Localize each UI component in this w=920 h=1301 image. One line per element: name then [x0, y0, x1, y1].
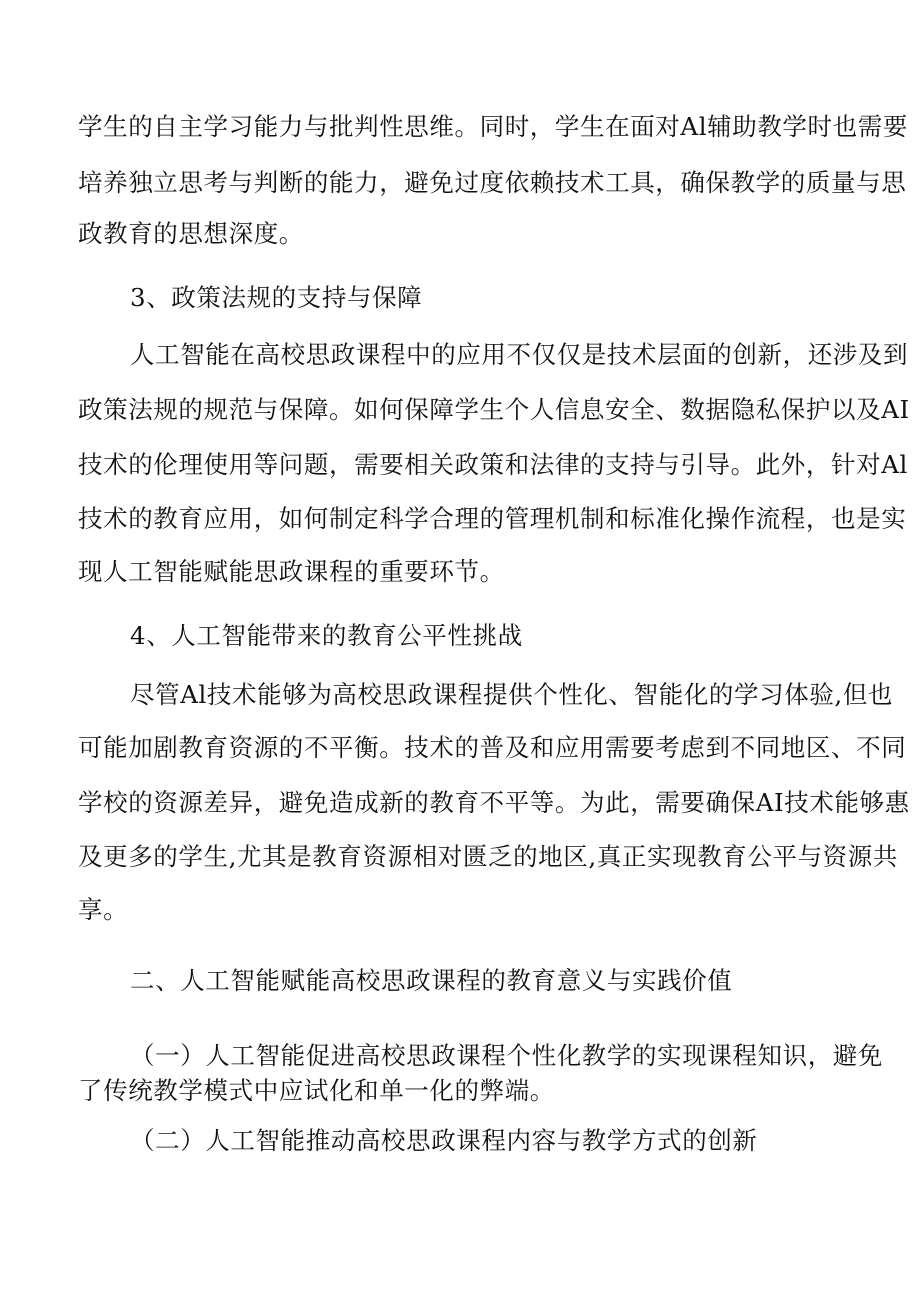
paragraph-line: 人工智能在高校思政课程中的应用不仅仅是技术层面的创新，还涉及到	[130, 340, 909, 369]
paragraph-line: 政策法规的规范与保障。如何保障学生个人信息安全、数据隐私保护以及AI	[78, 395, 910, 424]
paragraph-line: 享。	[78, 895, 129, 924]
section-heading: 4、人工智能带来的教育公平性挑战	[130, 621, 523, 650]
paragraph-line: 尽管Al技术能够为高校思政课程提供个性化、智能化的学习体验,但也	[130, 680, 894, 709]
paragraph-line: 可能加剧教育资源的不平衡。技术的普及和应用需要考虑到不同地区、不同	[78, 733, 907, 762]
subsection-heading: （一）人工智能促进高校思政课程个性化教学的实现课程知识，避免	[130, 1041, 883, 1070]
paragraph-line: 政教育的思想深度。	[78, 219, 304, 248]
section-heading: 3、政策法规的支持与保障	[130, 283, 423, 312]
paragraph-line: 学生的自主学习能力与批判性思维。同时，学生在面对Al辅助教学时也需要	[78, 112, 908, 141]
paragraph-line: 及更多的学生,尤其是教育资源相对匮乏的地区,真正实现教育公平与资源共	[78, 842, 898, 871]
paragraph-line: 培养独立思考与判断的能力，避免过度依赖技术工具，确保教学的质量与思	[78, 168, 907, 197]
paragraph-line: 学校的资源差异，避免造成新的教育不平等。为此，需要确保AI技术能够惠	[78, 788, 910, 817]
paragraph-line: 技术的伦理使用等问题，需要相关政策和法律的支持与引导。此外，针对Al	[78, 450, 908, 479]
paragraph-line: 现人工智能赋能思政课程的重要环节。	[78, 557, 505, 586]
subsection-heading: （二）人工智能推动高校思政课程内容与教学方式的创新	[130, 1126, 758, 1155]
paragraph-line: 技术的教育应用，如何制定科学合理的管理机制和标准化操作流程，也是实	[78, 504, 907, 533]
subsection-heading: 了传统教学模式中应试化和单一化的弊端。	[78, 1076, 555, 1105]
chapter-heading: 二、人工智能赋能高校思政课程的教育意义与实践价值	[130, 966, 733, 995]
